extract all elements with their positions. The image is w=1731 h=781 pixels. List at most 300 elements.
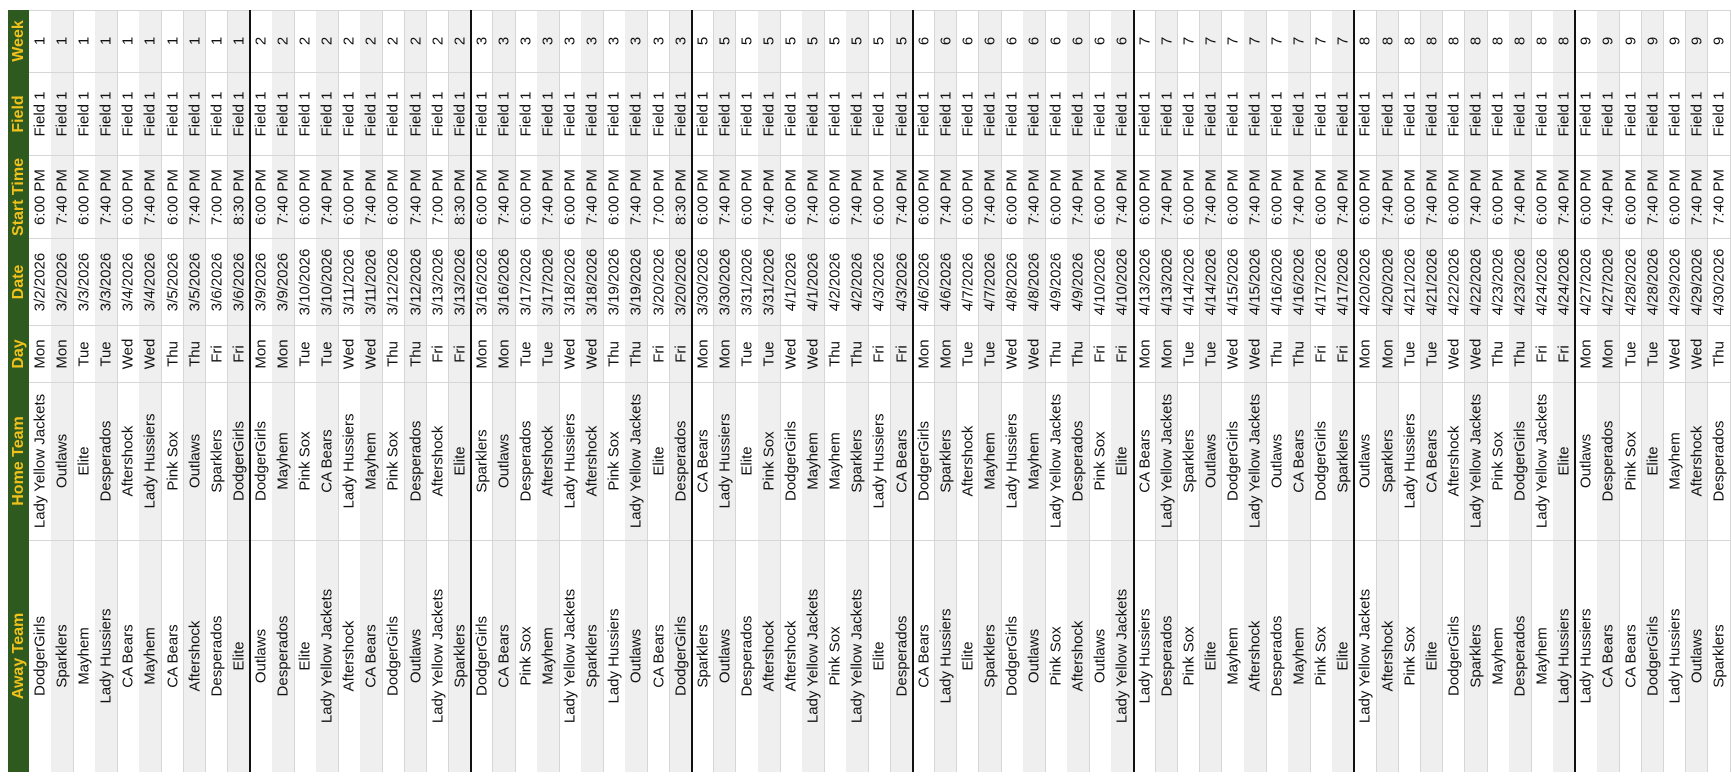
cell-start-time[interactable] — [1443, 155, 1465, 238]
cell-day[interactable] — [625, 325, 647, 382]
cell-home-team[interactable] — [471, 382, 493, 540]
cell-day[interactable] — [1332, 325, 1354, 382]
cell-day[interactable] — [1354, 325, 1376, 382]
cell-start-time[interactable] — [493, 155, 515, 238]
cell-away-team[interactable] — [537, 540, 559, 772]
cell-day[interactable] — [449, 325, 471, 382]
cell-week[interactable] — [1686, 10, 1708, 72]
cell-start-time[interactable] — [316, 155, 338, 238]
cell-away-team[interactable] — [29, 540, 51, 772]
cell-date[interactable] — [95, 238, 117, 325]
cell-home-team[interactable] — [51, 382, 73, 540]
cell-home-team[interactable] — [891, 382, 913, 540]
cell-field[interactable] — [139, 72, 161, 155]
cell-start-time[interactable] — [162, 155, 184, 238]
cell-date[interactable] — [780, 238, 802, 325]
cell-away-team[interactable] — [1310, 540, 1332, 772]
cell-away-team[interactable] — [294, 540, 316, 772]
cell-date[interactable] — [868, 238, 890, 325]
cell-field[interactable] — [162, 72, 184, 155]
cell-away-team[interactable] — [1377, 540, 1399, 772]
cell-date[interactable] — [1310, 238, 1332, 325]
cell-home-team[interactable] — [1244, 382, 1266, 540]
cell-date[interactable] — [1332, 238, 1354, 325]
cell-date[interactable] — [1045, 238, 1067, 325]
cell-week[interactable] — [1266, 10, 1288, 72]
cell-week[interactable] — [957, 10, 979, 72]
cell-field[interactable] — [95, 72, 117, 155]
cell-day[interactable] — [891, 325, 913, 382]
cell-date[interactable] — [1067, 238, 1089, 325]
cell-date[interactable] — [736, 238, 758, 325]
cell-week[interactable] — [824, 10, 846, 72]
cell-date[interactable] — [449, 238, 471, 325]
cell-away-team[interactable] — [73, 540, 95, 772]
cell-date[interactable] — [1023, 238, 1045, 325]
cell-home-team[interactable] — [73, 382, 95, 540]
cell-start-time[interactable] — [935, 155, 957, 238]
cell-start-time[interactable] — [250, 155, 272, 238]
cell-week[interactable] — [162, 10, 184, 72]
cell-date[interactable] — [382, 238, 404, 325]
cell-away-team[interactable] — [405, 540, 427, 772]
cell-away-team[interactable] — [1067, 540, 1089, 772]
cell-start-time[interactable] — [1597, 155, 1619, 238]
cell-week[interactable] — [117, 10, 139, 72]
cell-home-team[interactable] — [913, 382, 935, 540]
cell-day[interactable] — [316, 325, 338, 382]
cell-field[interactable] — [581, 72, 603, 155]
cell-week[interactable] — [427, 10, 449, 72]
cell-start-time[interactable] — [515, 155, 537, 238]
cell-start-time[interactable] — [1067, 155, 1089, 238]
cell-start-time[interactable] — [206, 155, 228, 238]
cell-home-team[interactable] — [979, 382, 1001, 540]
cell-away-team[interactable] — [1575, 540, 1597, 772]
cell-field[interactable] — [846, 72, 868, 155]
cell-date[interactable] — [581, 238, 603, 325]
cell-field[interactable] — [1487, 72, 1509, 155]
cell-away-team[interactable] — [1354, 540, 1376, 772]
cell-field[interactable] — [449, 72, 471, 155]
cell-week[interactable] — [405, 10, 427, 72]
cell-away-team[interactable] — [1332, 540, 1354, 772]
cell-day[interactable] — [913, 325, 935, 382]
cell-away-team[interactable] — [1156, 540, 1178, 772]
cell-away-team[interactable] — [272, 540, 294, 772]
cell-start-time[interactable] — [1465, 155, 1487, 238]
cell-away-team[interactable] — [51, 540, 73, 772]
cell-away-team[interactable] — [1642, 540, 1664, 772]
cell-date[interactable] — [1377, 238, 1399, 325]
cell-week[interactable] — [714, 10, 736, 72]
cell-away-team[interactable] — [846, 540, 868, 772]
cell-field[interactable] — [1399, 72, 1421, 155]
cell-home-team[interactable] — [1686, 382, 1708, 540]
cell-week[interactable] — [515, 10, 537, 72]
cell-start-time[interactable] — [891, 155, 913, 238]
cell-date[interactable] — [206, 238, 228, 325]
cell-away-team[interactable] — [184, 540, 206, 772]
cell-week[interactable] — [868, 10, 890, 72]
cell-start-time[interactable] — [29, 155, 51, 238]
cell-week[interactable] — [139, 10, 161, 72]
cell-day[interactable] — [559, 325, 581, 382]
cell-date[interactable] — [471, 238, 493, 325]
cell-start-time[interactable] — [957, 155, 979, 238]
cell-start-time[interactable] — [1642, 155, 1664, 238]
cell-start-time[interactable] — [1288, 155, 1310, 238]
cell-week[interactable] — [581, 10, 603, 72]
cell-start-time[interactable] — [405, 155, 427, 238]
cell-home-team[interactable] — [1465, 382, 1487, 540]
cell-day[interactable] — [957, 325, 979, 382]
cell-date[interactable] — [294, 238, 316, 325]
cell-date[interactable] — [1222, 238, 1244, 325]
cell-day[interactable] — [736, 325, 758, 382]
cell-home-team[interactable] — [1664, 382, 1686, 540]
cell-day[interactable] — [184, 325, 206, 382]
cell-field[interactable] — [758, 72, 780, 155]
cell-date[interactable] — [1134, 238, 1156, 325]
cell-field[interactable] — [1575, 72, 1597, 155]
cell-field[interactable] — [1686, 72, 1708, 155]
cell-day[interactable] — [1443, 325, 1465, 382]
cell-date[interactable] — [272, 238, 294, 325]
cell-home-team[interactable] — [1288, 382, 1310, 540]
cell-week[interactable] — [1023, 10, 1045, 72]
cell-field[interactable] — [493, 72, 515, 155]
cell-home-team[interactable] — [272, 382, 294, 540]
cell-date[interactable] — [648, 238, 670, 325]
cell-day[interactable] — [714, 325, 736, 382]
cell-day[interactable] — [537, 325, 559, 382]
cell-home-team[interactable] — [360, 382, 382, 540]
cell-home-team[interactable] — [1575, 382, 1597, 540]
cell-date[interactable] — [162, 238, 184, 325]
cell-date[interactable] — [184, 238, 206, 325]
cell-home-team[interactable] — [449, 382, 471, 540]
cell-away-team[interactable] — [824, 540, 846, 772]
cell-home-team[interactable] — [316, 382, 338, 540]
cell-field[interactable] — [184, 72, 206, 155]
cell-date[interactable] — [891, 238, 913, 325]
cell-field[interactable] — [382, 72, 404, 155]
cell-start-time[interactable] — [1354, 155, 1376, 238]
cell-field[interactable] — [1708, 72, 1730, 155]
cell-field[interactable] — [117, 72, 139, 155]
cell-date[interactable] — [1156, 238, 1178, 325]
cell-home-team[interactable] — [1067, 382, 1089, 540]
cell-field[interactable] — [1200, 72, 1222, 155]
cell-start-time[interactable] — [1620, 155, 1642, 238]
cell-date[interactable] — [1266, 238, 1288, 325]
cell-week[interactable] — [1354, 10, 1376, 72]
cell-week[interactable] — [382, 10, 404, 72]
cell-week[interactable] — [1067, 10, 1089, 72]
cell-day[interactable] — [758, 325, 780, 382]
cell-away-team[interactable] — [1465, 540, 1487, 772]
cell-start-time[interactable] — [979, 155, 1001, 238]
cell-home-team[interactable] — [714, 382, 736, 540]
cell-date[interactable] — [957, 238, 979, 325]
cell-home-team[interactable] — [206, 382, 228, 540]
cell-start-time[interactable] — [1089, 155, 1111, 238]
cell-day[interactable] — [1377, 325, 1399, 382]
cell-away-team[interactable] — [802, 540, 824, 772]
cell-home-team[interactable] — [1332, 382, 1354, 540]
cell-day[interactable] — [139, 325, 161, 382]
cell-date[interactable] — [51, 238, 73, 325]
cell-start-time[interactable] — [692, 155, 714, 238]
cell-start-time[interactable] — [1421, 155, 1443, 238]
cell-day[interactable] — [1089, 325, 1111, 382]
cell-day[interactable] — [294, 325, 316, 382]
cell-week[interactable] — [294, 10, 316, 72]
cell-field[interactable] — [1178, 72, 1200, 155]
cell-week[interactable] — [1553, 10, 1575, 72]
cell-start-time[interactable] — [868, 155, 890, 238]
cell-day[interactable] — [1642, 325, 1664, 382]
cell-date[interactable] — [913, 238, 935, 325]
cell-start-time[interactable] — [603, 155, 625, 238]
cell-week[interactable] — [360, 10, 382, 72]
cell-home-team[interactable] — [1509, 382, 1531, 540]
cell-away-team[interactable] — [648, 540, 670, 772]
cell-away-team[interactable] — [957, 540, 979, 772]
cell-field[interactable] — [824, 72, 846, 155]
cell-away-team[interactable] — [1288, 540, 1310, 772]
cell-day[interactable] — [250, 325, 272, 382]
cell-date[interactable] — [73, 238, 95, 325]
cell-day[interactable] — [1487, 325, 1509, 382]
cell-field[interactable] — [1421, 72, 1443, 155]
cell-week[interactable] — [1244, 10, 1266, 72]
cell-home-team[interactable] — [1620, 382, 1642, 540]
cell-week[interactable] — [1310, 10, 1332, 72]
cell-away-team[interactable] — [1045, 540, 1067, 772]
cell-start-time[interactable] — [581, 155, 603, 238]
cell-start-time[interactable] — [1001, 155, 1023, 238]
cell-field[interactable] — [1354, 72, 1376, 155]
cell-date[interactable] — [1487, 238, 1509, 325]
cell-field[interactable] — [868, 72, 890, 155]
cell-week[interactable] — [935, 10, 957, 72]
cell-start-time[interactable] — [382, 155, 404, 238]
cell-home-team[interactable] — [648, 382, 670, 540]
cell-home-team[interactable] — [338, 382, 360, 540]
cell-away-team[interactable] — [1200, 540, 1222, 772]
cell-start-time[interactable] — [1156, 155, 1178, 238]
cell-field[interactable] — [1023, 72, 1045, 155]
cell-field[interactable] — [603, 72, 625, 155]
cell-away-team[interactable] — [338, 540, 360, 772]
cell-date[interactable] — [316, 238, 338, 325]
cell-date[interactable] — [1708, 238, 1730, 325]
cell-home-team[interactable] — [382, 382, 404, 540]
cell-away-team[interactable] — [935, 540, 957, 772]
cell-week[interactable] — [493, 10, 515, 72]
cell-home-team[interactable] — [1222, 382, 1244, 540]
cell-week[interactable] — [272, 10, 294, 72]
cell-day[interactable] — [979, 325, 1001, 382]
cell-field[interactable] — [670, 72, 692, 155]
cell-day[interactable] — [1399, 325, 1421, 382]
cell-date[interactable] — [228, 238, 250, 325]
cell-home-team[interactable] — [139, 382, 161, 540]
cell-home-team[interactable] — [1377, 382, 1399, 540]
cell-away-team[interactable] — [493, 540, 515, 772]
cell-home-team[interactable] — [493, 382, 515, 540]
cell-week[interactable] — [1200, 10, 1222, 72]
cell-week[interactable] — [802, 10, 824, 72]
cell-date[interactable] — [1509, 238, 1531, 325]
cell-away-team[interactable] — [515, 540, 537, 772]
cell-day[interactable] — [1178, 325, 1200, 382]
cell-start-time[interactable] — [1244, 155, 1266, 238]
cell-week[interactable] — [1377, 10, 1399, 72]
cell-home-team[interactable] — [1001, 382, 1023, 540]
cell-week[interactable] — [1222, 10, 1244, 72]
cell-field[interactable] — [1597, 72, 1619, 155]
cell-day[interactable] — [1200, 325, 1222, 382]
cell-away-team[interactable] — [1620, 540, 1642, 772]
cell-start-time[interactable] — [272, 155, 294, 238]
cell-field[interactable] — [471, 72, 493, 155]
cell-home-team[interactable] — [1487, 382, 1509, 540]
cell-week[interactable] — [603, 10, 625, 72]
cell-home-team[interactable] — [228, 382, 250, 540]
cell-day[interactable] — [1664, 325, 1686, 382]
cell-start-time[interactable] — [537, 155, 559, 238]
cell-away-team[interactable] — [382, 540, 404, 772]
cell-date[interactable] — [1178, 238, 1200, 325]
cell-start-time[interactable] — [1487, 155, 1509, 238]
cell-start-time[interactable] — [1399, 155, 1421, 238]
cell-away-team[interactable] — [979, 540, 1001, 772]
cell-start-time[interactable] — [1509, 155, 1531, 238]
cell-week[interactable] — [1156, 10, 1178, 72]
cell-away-team[interactable] — [868, 540, 890, 772]
cell-start-time[interactable] — [360, 155, 382, 238]
cell-start-time[interactable] — [625, 155, 647, 238]
cell-start-time[interactable] — [736, 155, 758, 238]
cell-start-time[interactable] — [714, 155, 736, 238]
cell-field[interactable] — [537, 72, 559, 155]
cell-week[interactable] — [471, 10, 493, 72]
cell-field[interactable] — [1465, 72, 1487, 155]
cell-start-time[interactable] — [780, 155, 802, 238]
cell-start-time[interactable] — [184, 155, 206, 238]
cell-away-team[interactable] — [603, 540, 625, 772]
cell-start-time[interactable] — [1575, 155, 1597, 238]
cell-day[interactable] — [206, 325, 228, 382]
cell-home-team[interactable] — [1443, 382, 1465, 540]
cell-field[interactable] — [559, 72, 581, 155]
cell-home-team[interactable] — [1553, 382, 1575, 540]
cell-away-team[interactable] — [1089, 540, 1111, 772]
cell-away-team[interactable] — [1421, 540, 1443, 772]
cell-date[interactable] — [1244, 238, 1266, 325]
cell-week[interactable] — [1465, 10, 1487, 72]
cell-day[interactable] — [1222, 325, 1244, 382]
cell-day[interactable] — [360, 325, 382, 382]
cell-week[interactable] — [1664, 10, 1686, 72]
cell-date[interactable] — [1531, 238, 1553, 325]
cell-away-team[interactable] — [117, 540, 139, 772]
cell-field[interactable] — [1642, 72, 1664, 155]
cell-field[interactable] — [1332, 72, 1354, 155]
cell-home-team[interactable] — [692, 382, 714, 540]
cell-home-team[interactable] — [625, 382, 647, 540]
cell-week[interactable] — [1708, 10, 1730, 72]
cell-home-team[interactable] — [29, 382, 51, 540]
cell-start-time[interactable] — [449, 155, 471, 238]
cell-field[interactable] — [1045, 72, 1067, 155]
cell-home-team[interactable] — [868, 382, 890, 540]
cell-day[interactable] — [1597, 325, 1619, 382]
cell-week[interactable] — [1134, 10, 1156, 72]
cell-home-team[interactable] — [1023, 382, 1045, 540]
cell-week[interactable] — [891, 10, 913, 72]
cell-date[interactable] — [559, 238, 581, 325]
cell-day[interactable] — [692, 325, 714, 382]
cell-field[interactable] — [1377, 72, 1399, 155]
cell-day[interactable] — [935, 325, 957, 382]
cell-home-team[interactable] — [427, 382, 449, 540]
cell-home-team[interactable] — [95, 382, 117, 540]
cell-start-time[interactable] — [670, 155, 692, 238]
cell-start-time[interactable] — [846, 155, 868, 238]
cell-day[interactable] — [824, 325, 846, 382]
cell-field[interactable] — [957, 72, 979, 155]
cell-week[interactable] — [1288, 10, 1310, 72]
cell-field[interactable] — [802, 72, 824, 155]
cell-field[interactable] — [1620, 72, 1642, 155]
cell-start-time[interactable] — [427, 155, 449, 238]
cell-field[interactable] — [272, 72, 294, 155]
cell-away-team[interactable] — [206, 540, 228, 772]
cell-week[interactable] — [758, 10, 780, 72]
cell-away-team[interactable] — [1597, 540, 1619, 772]
cell-date[interactable] — [1575, 238, 1597, 325]
cell-away-team[interactable] — [1399, 540, 1421, 772]
cell-week[interactable] — [73, 10, 95, 72]
cell-week[interactable] — [1421, 10, 1443, 72]
cell-week[interactable] — [1089, 10, 1111, 72]
cell-date[interactable] — [405, 238, 427, 325]
cell-start-time[interactable] — [1200, 155, 1222, 238]
cell-date[interactable] — [979, 238, 1001, 325]
cell-home-team[interactable] — [515, 382, 537, 540]
cell-start-time[interactable] — [338, 155, 360, 238]
cell-away-team[interactable] — [1001, 540, 1023, 772]
cell-week[interactable] — [780, 10, 802, 72]
cell-field[interactable] — [979, 72, 1001, 155]
cell-away-team[interactable] — [250, 540, 272, 772]
cell-start-time[interactable] — [1708, 155, 1730, 238]
cell-date[interactable] — [1443, 238, 1465, 325]
cell-field[interactable] — [1266, 72, 1288, 155]
cell-away-team[interactable] — [1686, 540, 1708, 772]
cell-away-team[interactable] — [1266, 540, 1288, 772]
cell-field[interactable] — [29, 72, 51, 155]
cell-home-team[interactable] — [1178, 382, 1200, 540]
cell-date[interactable] — [1399, 238, 1421, 325]
cell-field[interactable] — [1553, 72, 1575, 155]
cell-field[interactable] — [228, 72, 250, 155]
cell-home-team[interactable] — [405, 382, 427, 540]
